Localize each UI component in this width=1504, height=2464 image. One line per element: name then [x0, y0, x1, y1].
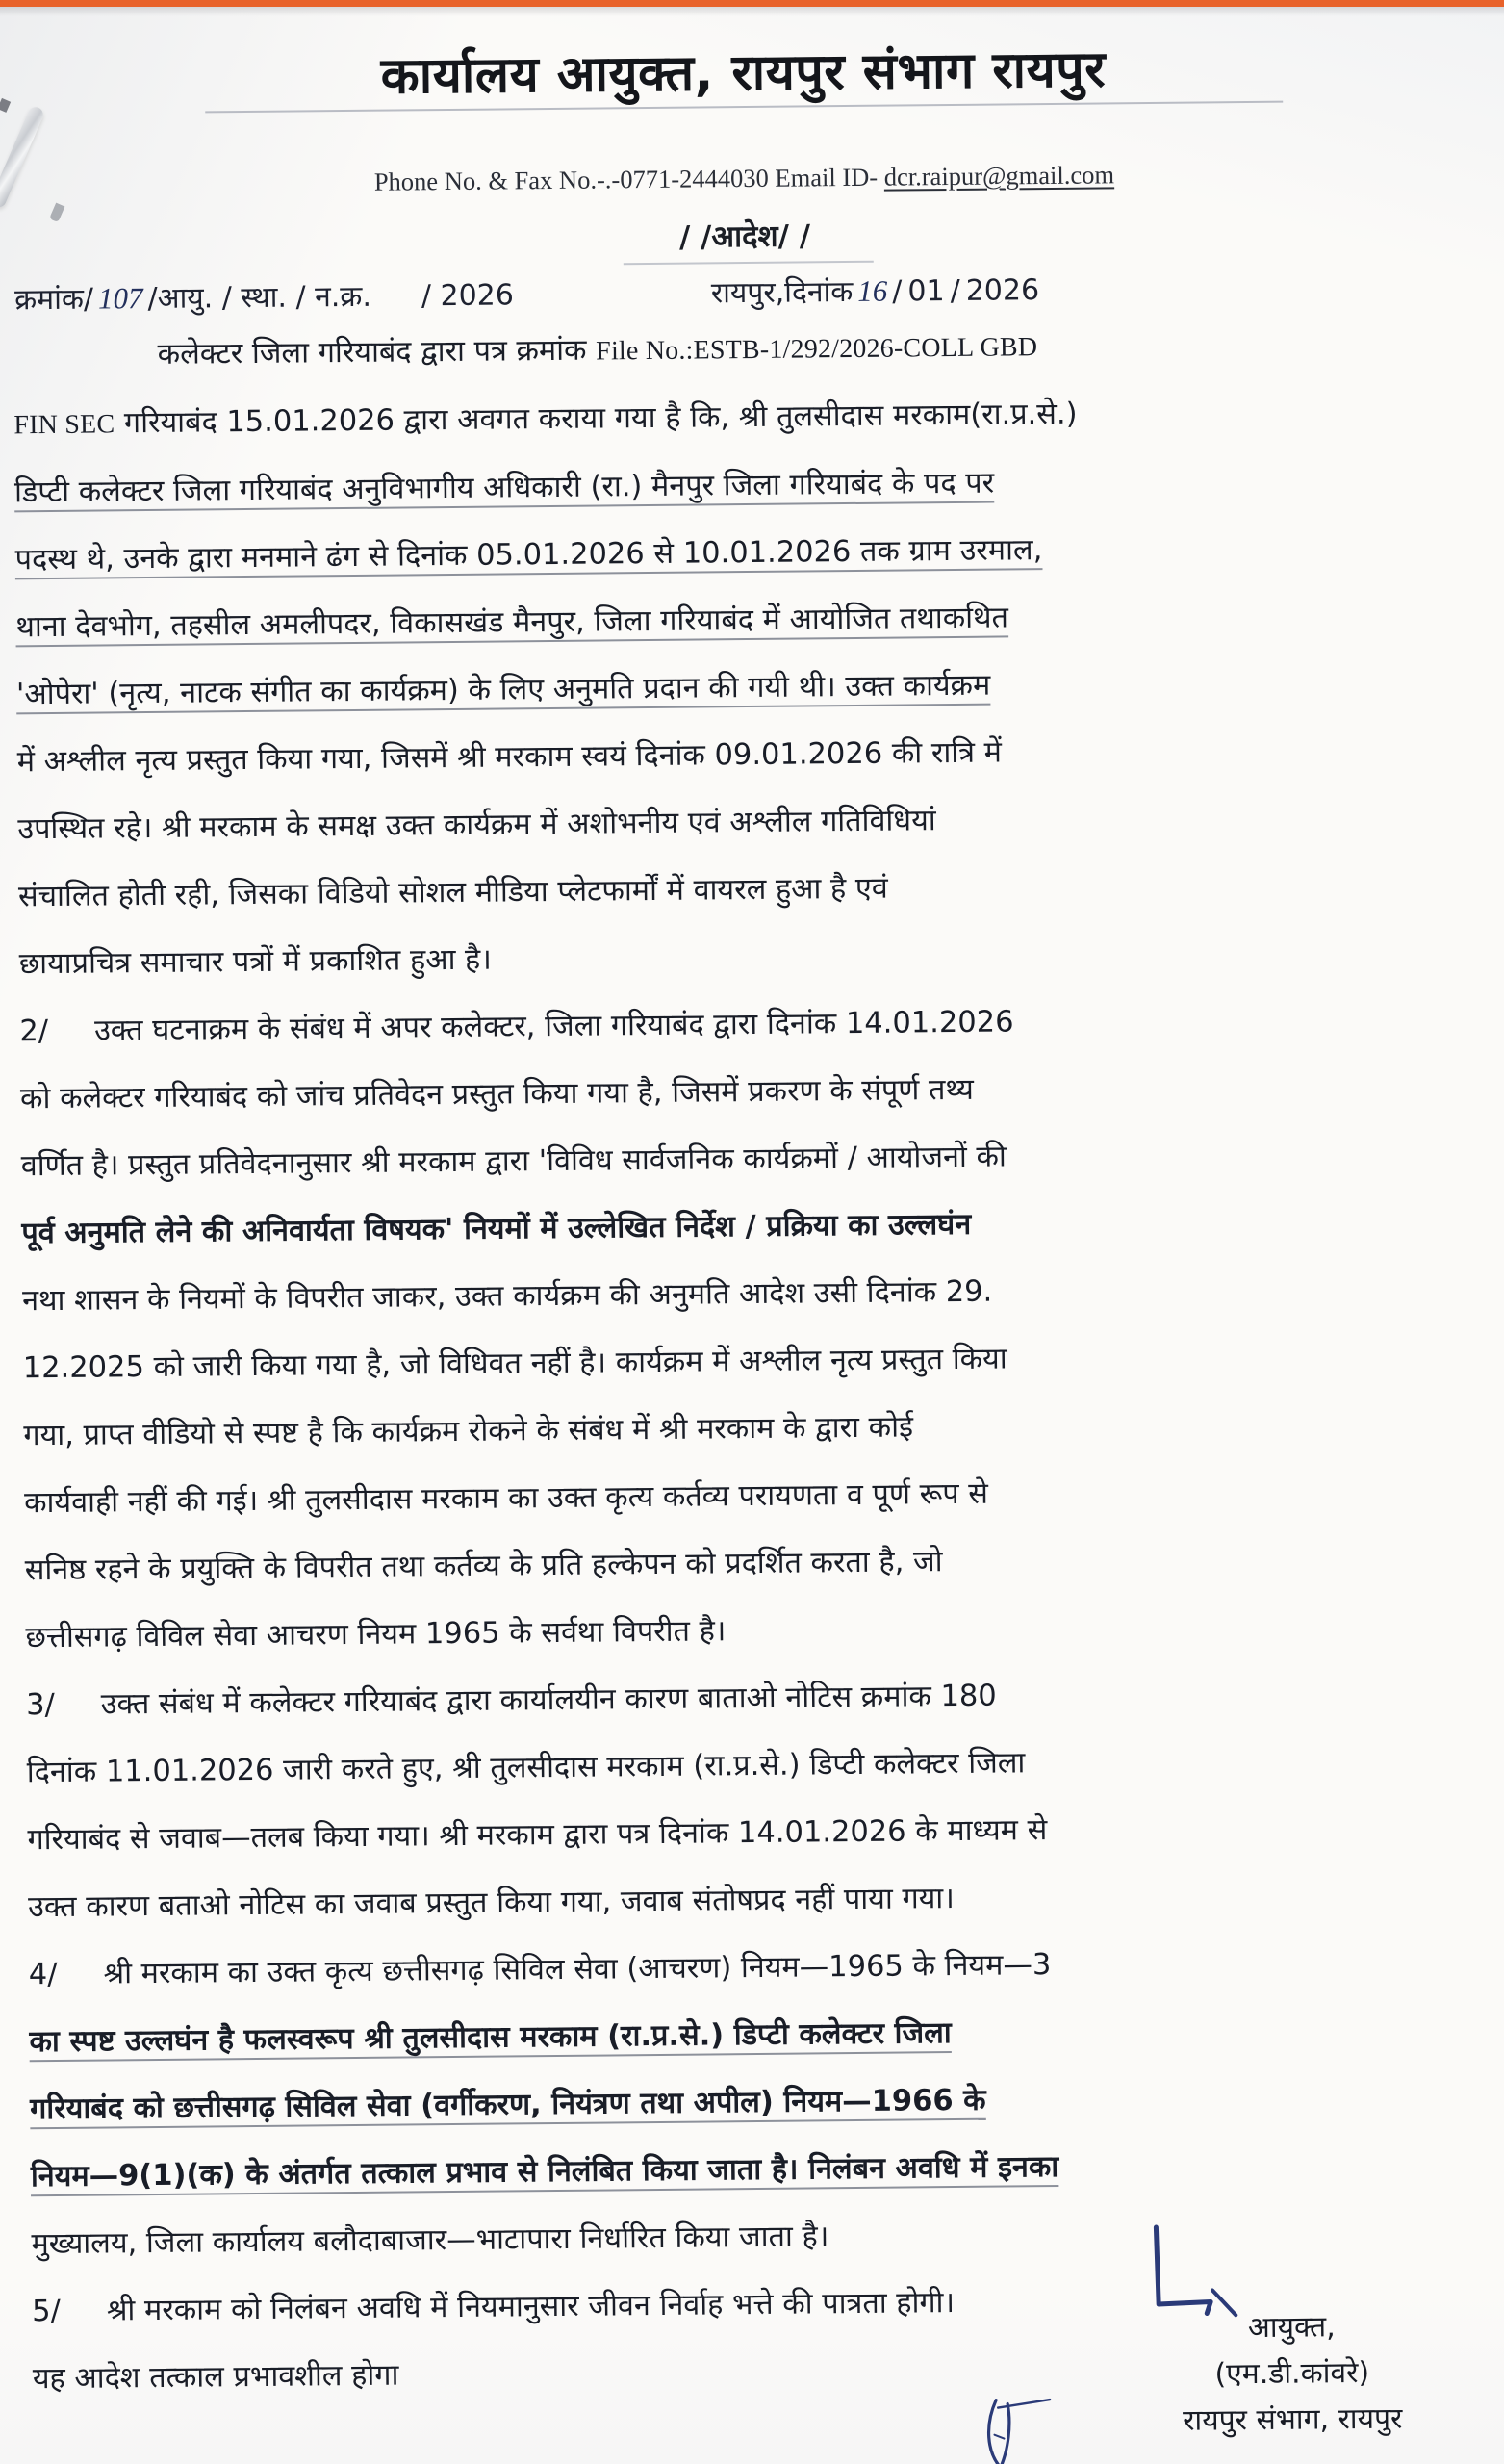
- body-text: डिप्टी कलेक्टर जिला गरियाबंद अनुविभागीय अधिकारी (रा.) मैनपुर जिला गरियाबंद के पद पर: [13, 466, 995, 510]
- place-date-label: रायपुर,दिनांक: [710, 274, 854, 311]
- paragraph-text: छत्तीसगढ़ विविल सेवा आचरण नियम 1965 के सर्वथा विपरीत है।: [25, 1614, 727, 1656]
- contact-email: dcr.raipur@gmail.com: [883, 160, 1115, 192]
- signatory-designation: आयुक्त,: [1247, 2310, 1336, 2346]
- paragraph-text-emphasis: का स्पष्ट उल्लघंन है फलस्वरूप श्री तुलसीदास मरकाम (रा.प्र.से.) डिप्टी कलेक्टर जिला: [29, 2016, 952, 2060]
- krmank-label: क्रमांक: [13, 282, 85, 318]
- date-day-handwritten: 16: [857, 273, 888, 308]
- signatory-office: रायपुर संभाग, रायपुर: [1183, 2401, 1403, 2438]
- paragraph-number: 5/: [32, 2294, 62, 2329]
- krmank-slash-1: /: [83, 282, 94, 317]
- body-text: उपस्थित रहे। श्री मरकाम के समक्ष उक्त कार्यक्रम में अशोभनीय एवं अश्लील गतिविधियां: [17, 804, 936, 847]
- body-text: संचालित होती रही, जिसका विडियो सोशल मीडिया प्लेटफार्मों में वायरल हुआ है एवं: [17, 871, 888, 914]
- document-body: [13, 309, 1495, 2413]
- order-heading-underline: [624, 261, 874, 265]
- body-text: थाना देवभोग, तहसील अमलीपदर, विकासखंड मैनपुर, जिला गरियाबंद में आयोजित तथाकथित: [15, 601, 1009, 645]
- body-text: छायाप्रचित्र समाचार पत्रों में प्रकाशित हुआ है।: [18, 942, 493, 982]
- contact-line: [0, 157, 1496, 201]
- contact-phone-fax: Phone No. & Fax No.-.-0771-2444030 Email ID-: [373, 162, 879, 196]
- body-text: 'ओपेरा' (नृत्य, नाटक संगीत का कार्यक्रम) के लिए अनुमति प्रदान की गयी थी। उक्त कार्यक्रम: [15, 668, 991, 712]
- body-text: पदस्थ थे, उनके द्वारा मनमाने ढंग से दिनांक 05.01.2026 से 10.01.2026 तक ग्राम उरमाल,: [14, 533, 1043, 578]
- paragraph-text: पूर्व अनुमति लेने की अनिवार्यता विषयक' नियमों में उल्लेखित निर्देश / प्रक्रिया का उल्लघंन: [21, 1207, 972, 1251]
- paragraph-text: उक्त संबंध में कलेक्टर गरियाबंद द्वारा कार्यालयीन कारण बाताओ नोटिस क्रमांक 180: [100, 1679, 997, 1722]
- year-field: / 2026: [421, 278, 515, 314]
- office-title: कार्यालय आयुक्त, रायपुर संभाग रायपुर: [380, 40, 1107, 106]
- paragraph-text: 12.2025 को जारी किया गया है, जो विधिवत नहीं है। कार्यक्रम में अश्लील नृत्य प्रस्तुत किया: [22, 1342, 1007, 1386]
- paragraph-text: दिनांक 11.01.2026 जारी करते हुए, श्री तुलसीदास मरकाम (रा.प्र.से.) डिप्टी कलेक्टर जिला: [26, 1746, 1026, 1790]
- signature-flourish-icon: [979, 2396, 1066, 2464]
- paragraph-text: नथा शासन के नियमों के विपरीत जाकर, उक्त कार्यक्रम की अनुमति आदेश उसी दिनांक 29.: [21, 1274, 993, 1319]
- paragraph-text-emphasis: नियम—9(1)(क) के अंतर्गत तत्काल प्रभाव से निलंबित किया जाता है। निलंबन अवधि में इनका: [30, 2149, 1059, 2194]
- paragraph-text-emphasis: गरियाबंद को छत्तीसगढ़ सिविल सेवा (वर्गीकरण, नियंत्रण तथा अपील) नियम—1966 के: [30, 2083, 986, 2127]
- paragraph-number: 3/: [25, 1687, 55, 1723]
- closing-text: यह आदेश तत्काल प्रभावशील होगा: [32, 2358, 399, 2397]
- paragraph-text: वर्णित है। प्रस्तुत प्रतिवेदनानुसार श्री मरकाम द्वारा 'विविध सार्वजनिक कार्यक्रमों / आयोजनों की: [20, 1140, 1007, 1184]
- paragraph-text: सनिष्ठ रहने के प्रयुक्ति के विपरीत तथा कर्तव्य के प्रति हल्केपन को प्रदर्शित करता है, जो: [24, 1545, 943, 1588]
- paragraph-text: उक्त कारण बताओ नोटिस का जवाब प्रस्तुत किया गया, जवाब संतोषप्रद नहीं पाया गया।: [27, 1882, 955, 1925]
- fin-sec-reference: FIN SEC: [13, 409, 115, 441]
- paragraph-text: गरियाबंद से जवाब—तलब किया गया। श्री मरकाम द्वारा पत्र दिनांक 14.01.2026 के माध्यम से: [27, 1813, 1048, 1858]
- signature-block: [1182, 2304, 1403, 2445]
- paragraph-text: कार्यवाही नहीं की गई। श्री तुलसीदास मरकाम का उक्त कृत्य कर्तव्य परायणता व पूर्ण रूप से: [23, 1476, 989, 1521]
- paragraph-text: गया, प्राप्त वीडियो से स्पष्ट है कि कार्यक्रम रोकने के संबंध में श्री मरकाम के द्वारा कोई: [23, 1410, 914, 1453]
- paragraph-text: श्री मरकाम का उक्त कृत्य छत्तीसगढ़ सिविल सेवा (आचरण) नियम—1965 के नियम—3: [103, 1948, 1052, 1991]
- department-parts: आयु. / स्था. / न.क्र.: [157, 279, 372, 316]
- date-year: 2026: [965, 273, 1040, 308]
- date-month: 01: [907, 274, 945, 309]
- order-heading: / /आदेश/ /: [678, 218, 811, 255]
- pen-tip-icon: [49, 203, 64, 222]
- date-slash-2: /: [950, 273, 960, 308]
- body-text: गरियाबंद 15.01.2026 द्वारा अवगत कराया गया है कि, श्री तुलसीदास मरकाम(रा.प्र.से.): [115, 397, 1078, 441]
- krmank-number-handwritten: 107: [97, 281, 143, 316]
- date-slash-1: /: [892, 274, 903, 309]
- body-text: कलेक्टर जिला गरियाबंद द्वारा पत्र क्रमांक: [157, 333, 597, 372]
- reference-row: [14, 265, 1458, 318]
- paragraph-text: श्री मरकाम को निलंबन अवधि में नियमानुसार जीवन निर्वाह भत्ते की पात्रता होगी।: [106, 2286, 956, 2328]
- paragraph-number: 4/: [28, 1957, 58, 1992]
- paragraph-text: उक्त घटनाक्रम के संबंध में अपर कलेक्टर, जिला गरियाबंद द्वारा दिनांक 14.01.2026: [93, 1005, 1014, 1048]
- place-date-group: [711, 269, 1040, 311]
- body-text: में अश्लील नृत्य प्रस्तुत किया गया, जिसमें श्री मरकाम स्वयं दिनांक 09.01.2026 की रात्रि में: [16, 735, 1003, 780]
- paragraph-number: 2/: [19, 1014, 49, 1049]
- paragraph-text: मुख्यालय, जिला कार्यालय बलौदाबाजार—भाटापारा निर्धारित किया जाता है।: [31, 2220, 829, 2262]
- signatory-name: (एम.डी.कांवरे): [1214, 2355, 1370, 2392]
- file-number-reference: File No.:ESTB-1/292/2026-COLL GBD: [596, 332, 1038, 367]
- krmank-slash-2: /: [147, 281, 158, 316]
- paragraph-text: को कलेक्टर गरियाबंद को जांच प्रतिवेदन प्रस्तुत किया गया है, जिसमें प्रकरण के संपूर्ण तथ्य: [19, 1072, 975, 1116]
- reference-number-group: [14, 273, 514, 318]
